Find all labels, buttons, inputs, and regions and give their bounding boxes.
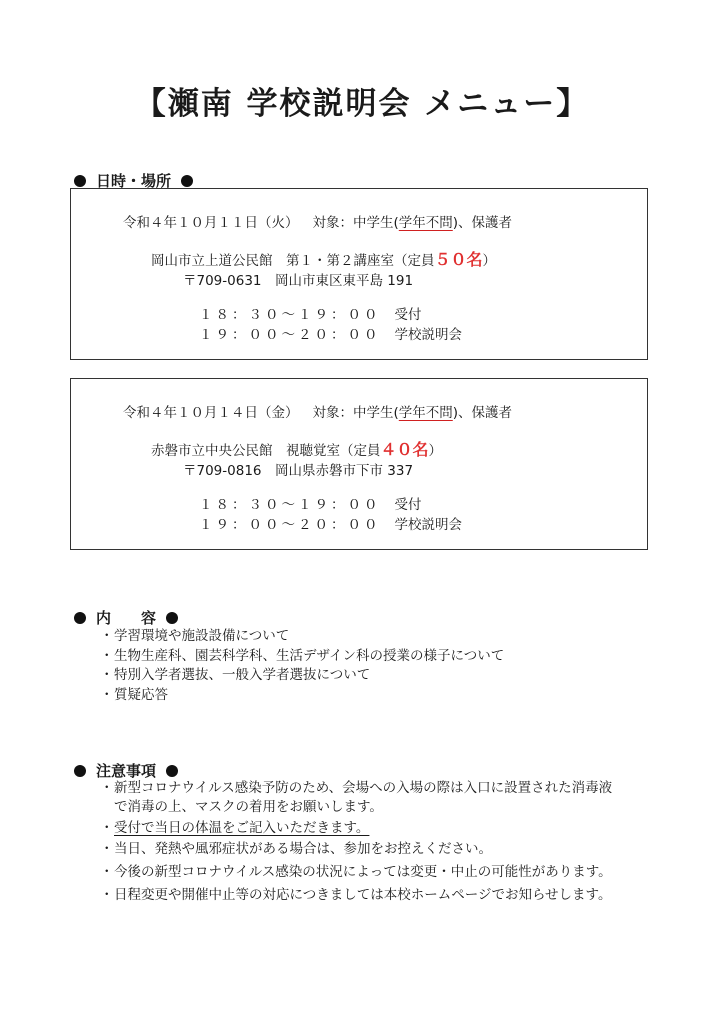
briefing-time: １９：００〜２０：００ xyxy=(199,327,381,343)
session-venue xyxy=(151,437,442,460)
session-target-suffix: )、保護者 xyxy=(452,405,513,421)
bullet-dot-icon xyxy=(74,175,86,187)
session-target-prefix: 対象：中学生( xyxy=(312,405,399,421)
list-item-text: 受付で当日の体温をご記入いただきます。 xyxy=(114,820,370,836)
session-venue-text: 岡山市立上道公民館 第１・第２講座室（定員 xyxy=(151,253,435,269)
list-bullet: ・ xyxy=(100,864,114,880)
session-target-emph: 学年不問 xyxy=(398,405,453,421)
list-item-text: 新型コロナウイルス感染予防のため、会場への入場の際は入口に設置された消毒液 xyxy=(114,780,613,796)
session-box-2 xyxy=(70,378,648,550)
briefing-label: 学校説明会 xyxy=(394,517,462,533)
session-date-target xyxy=(123,211,512,231)
list-item-text: 質疑応答 xyxy=(114,686,168,703)
schedule-heading-label: 日時・場所 xyxy=(96,172,172,190)
list-item xyxy=(100,819,612,838)
list-bullet: ・ xyxy=(100,780,114,796)
session-target-prefix: 対象：中学生( xyxy=(312,215,399,231)
session-target-suffix: )、保護者 xyxy=(452,215,513,231)
session-reception xyxy=(199,493,422,513)
list-item-text: 今後の新型コロナウイルス感染の状況によっては変更・中止の可能性があります。 xyxy=(114,864,612,880)
list-bullet: ・ xyxy=(100,647,114,664)
list-item xyxy=(100,666,504,686)
session-briefing xyxy=(199,323,462,343)
list-bullet: ・ xyxy=(100,686,114,703)
session-date: 令和４年１０月１１日（火） xyxy=(123,215,299,231)
session-capacity: ４０名 xyxy=(380,440,429,459)
bullet-dot-icon xyxy=(74,612,86,624)
briefing-label: 学校説明会 xyxy=(394,327,462,343)
list-item xyxy=(100,863,612,882)
reception-time: １８：３０〜１９：００ xyxy=(199,307,381,323)
session-address: 〒709-0631 岡山市東区東平島 191 xyxy=(183,273,414,289)
reception-time: １８：３０〜１９：００ xyxy=(199,497,381,513)
session-venue xyxy=(151,247,496,270)
session-capacity: ５０名 xyxy=(434,250,483,269)
list-item-text: 日程変更や開催中止等の対応につきましては本校ホームページでお知らせします。 xyxy=(114,887,612,903)
list-bullet: ・ xyxy=(100,887,114,903)
list-item xyxy=(100,840,612,859)
list-bullet: ・ xyxy=(100,628,114,644)
bullet-dot-icon xyxy=(74,765,86,777)
notes-list xyxy=(100,779,612,905)
session-target-emph: 学年不問 xyxy=(398,215,453,231)
list-item-text: 学習環境や施設設備について xyxy=(114,628,290,644)
list-item-text: で消毒の上、マスクの着用をお願いします。 xyxy=(114,799,383,815)
session-venue-close: ） xyxy=(428,443,443,459)
briefing-time: １９：００〜２０：００ xyxy=(199,517,381,533)
session-address: 〒709-0816 岡山県赤磐市下市 337 xyxy=(183,463,414,479)
session-date: 令和４年１０月１４日（金） xyxy=(123,405,299,421)
session-venue-text: 赤磐市立中央公民館 視聴覚室（定員 xyxy=(151,443,381,459)
notes-heading xyxy=(74,760,178,781)
contents-list xyxy=(100,627,504,705)
list-bullet: ・ xyxy=(100,667,114,683)
list-item-text: 当日、発熱や風邪症状がある場合は、参加をお控えください。 xyxy=(114,841,492,857)
bullet-dot-icon xyxy=(181,175,193,187)
bullet-dot-icon xyxy=(166,765,178,777)
list-item-continuation xyxy=(100,798,612,817)
page-title: 【瀬南 学校説明会 メニュー】 xyxy=(134,86,590,122)
session-date-target xyxy=(123,401,512,421)
notes-heading-label: 注意事項 xyxy=(96,762,157,780)
list-item-text: 生物生産科、園芸科学科、生活デザイン科の授業の様子について xyxy=(114,647,505,664)
list-bullet: ・ xyxy=(100,841,114,857)
list-item xyxy=(100,886,612,905)
list-item xyxy=(100,779,612,798)
list-item xyxy=(100,647,504,667)
reception-label: 受付 xyxy=(394,307,422,323)
reception-label: 受付 xyxy=(394,497,422,513)
list-item xyxy=(100,686,504,706)
session-box-1 xyxy=(70,188,648,360)
list-item-text: 特別入学者選抜、一般入学者選抜について xyxy=(114,667,371,683)
session-venue-close: ） xyxy=(482,253,497,269)
contents-heading-label: 内 容 xyxy=(96,609,157,627)
bullet-dot-icon xyxy=(166,612,178,624)
contents-heading xyxy=(74,607,178,628)
session-briefing xyxy=(199,513,462,533)
session-reception xyxy=(199,303,422,323)
list-bullet: ・ xyxy=(100,820,114,836)
list-item xyxy=(100,627,504,647)
